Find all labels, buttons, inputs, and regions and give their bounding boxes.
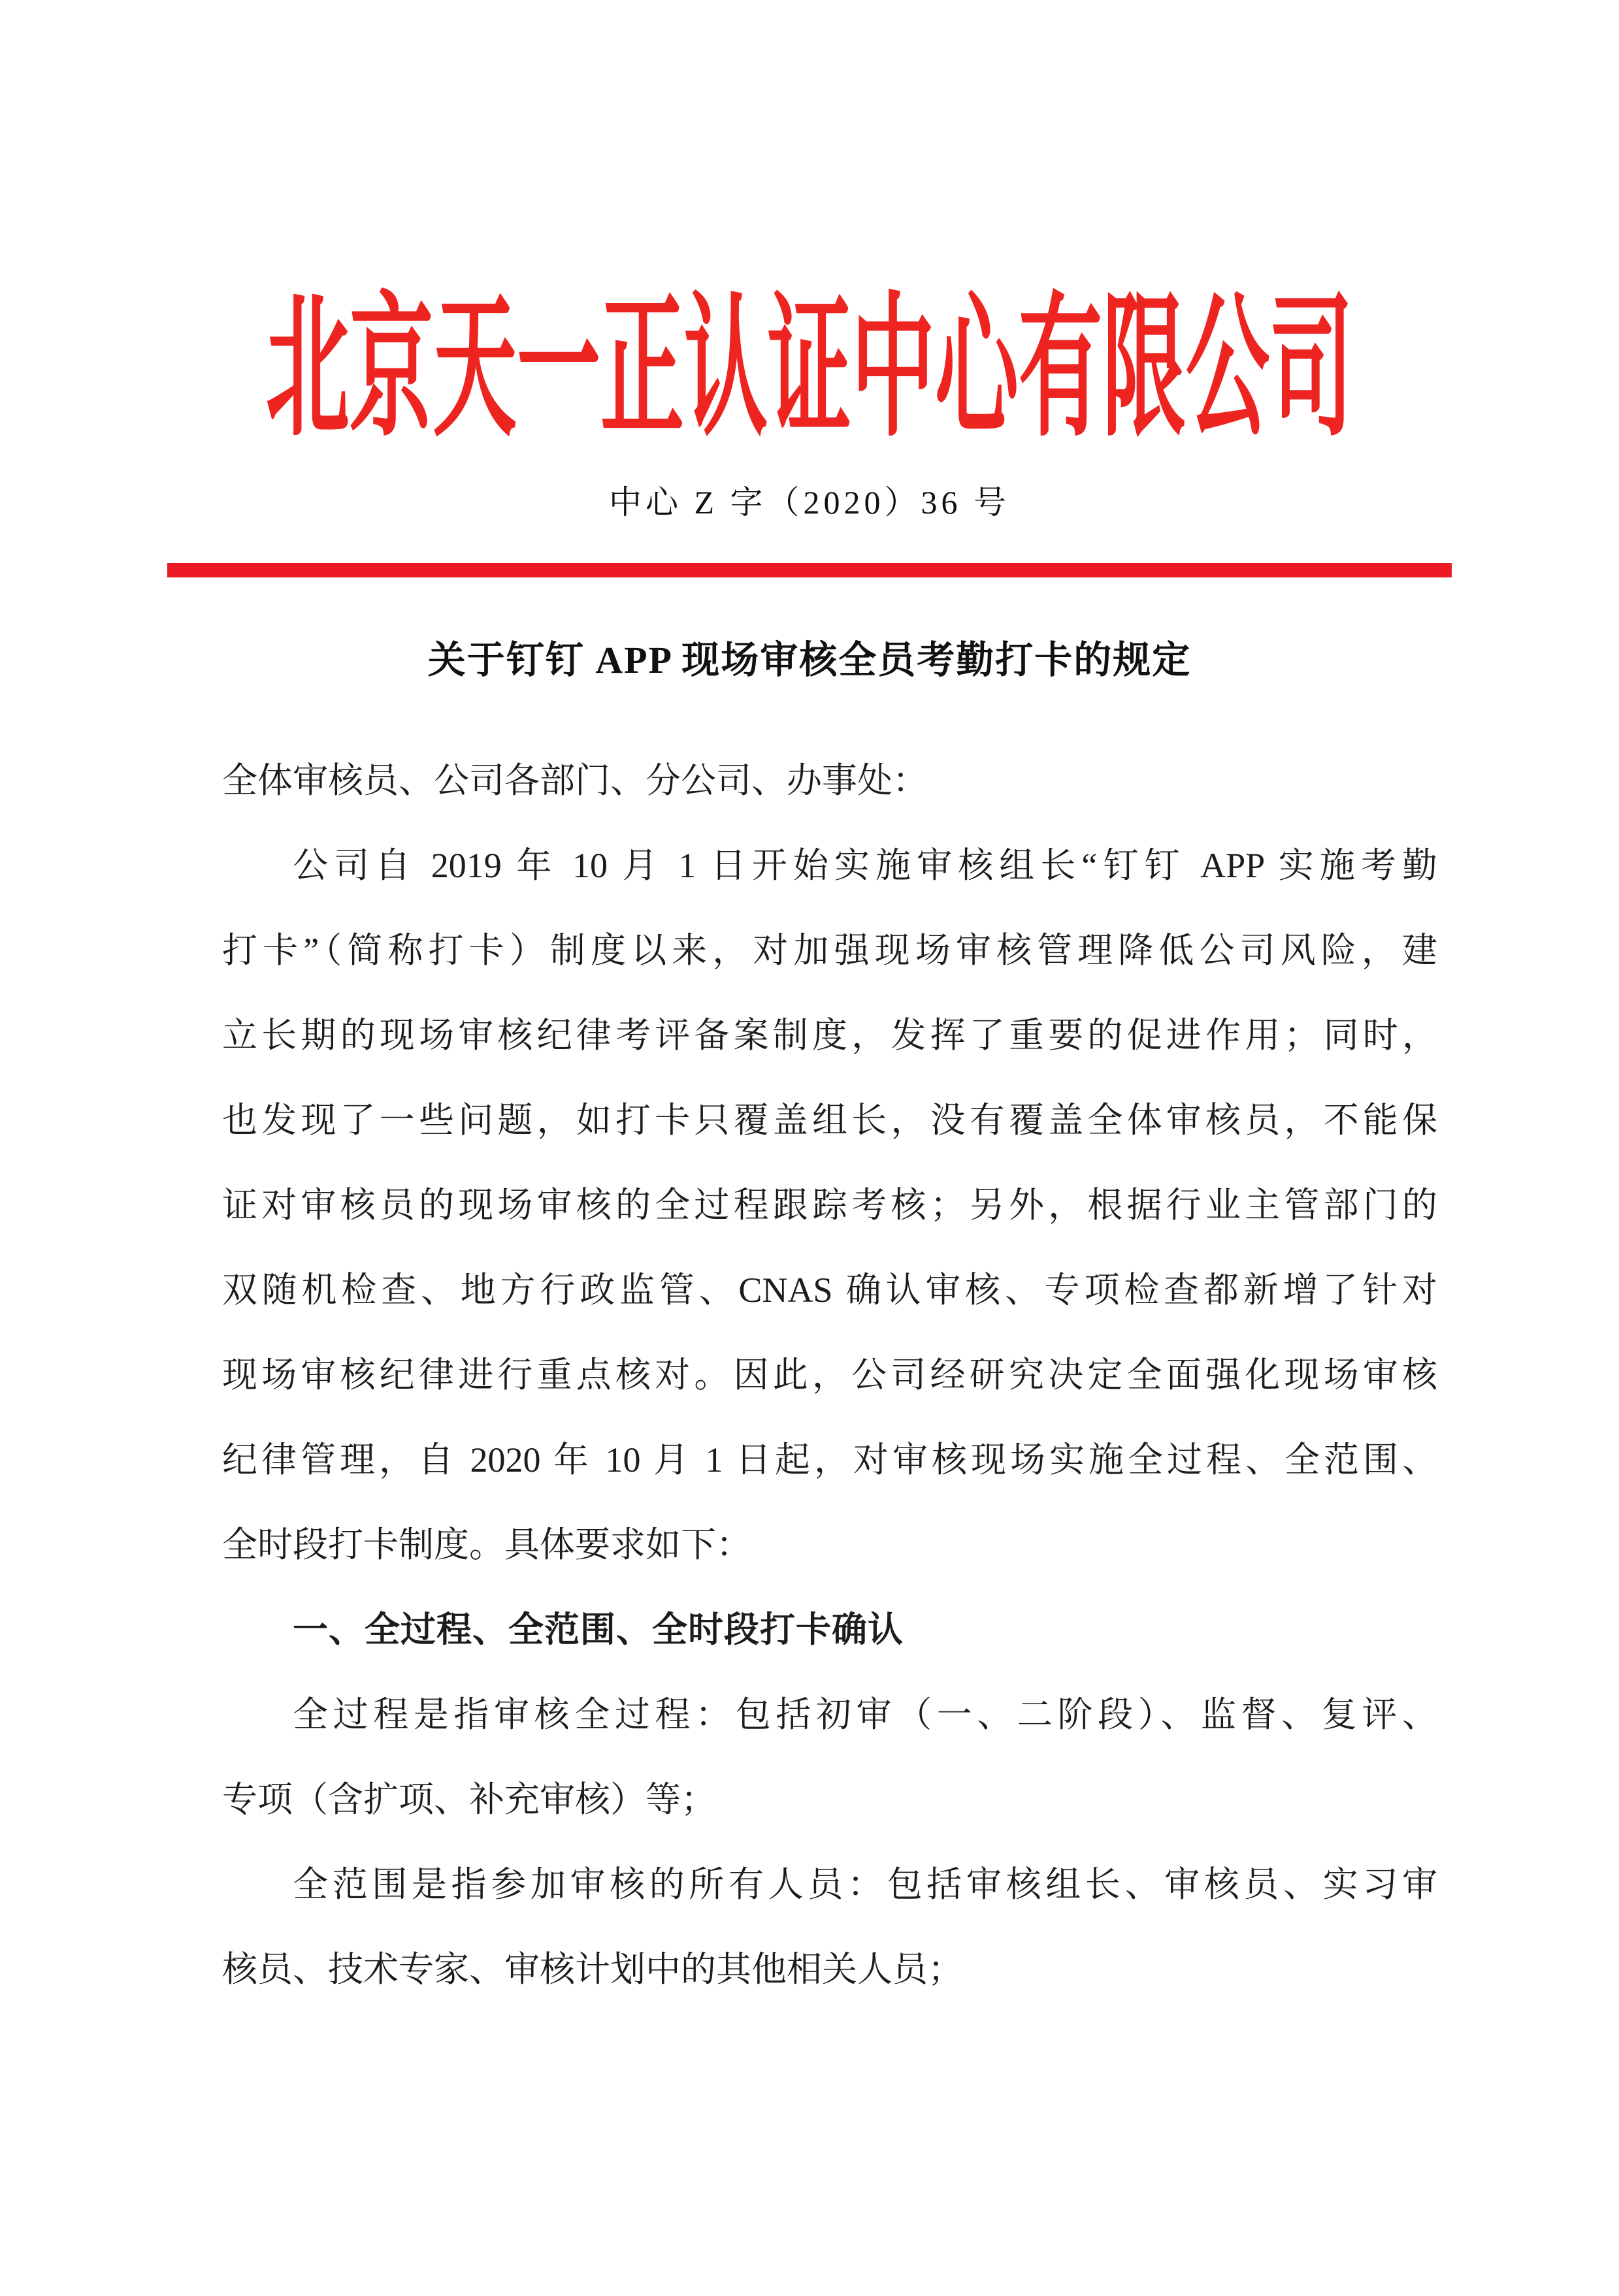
body-line: 打卡”（简称打卡）制度以来，对加强现场审核管理降低公司风险，建 bbox=[222, 931, 1437, 970]
body-line: 纪律管理，自 2020 年 10 月 1 日起，对审核现场实施全过程、全范围、 bbox=[222, 1440, 1437, 1479]
body-line: 也发现了一些问题，如打卡只覆盖组长，没有覆盖全体审核员，不能保 bbox=[222, 1101, 1437, 1140]
body-line: 全范围是指参加审核的所有人员：包括审核组长、审核员、实习审 bbox=[293, 1865, 1437, 1904]
body-line: 公司自 2019 年 10 月 1 日开始实施审核组长“钉钉 APP 实施考勤 bbox=[293, 846, 1437, 885]
company-letterhead: 北京天一正认证中心有限公司 bbox=[265, 283, 1353, 455]
body-line: 一、全过程、全范围、全时段打卡确认 bbox=[293, 1610, 904, 1649]
document-number: 中心 Z 字（2020）36 号 bbox=[608, 484, 1011, 521]
body-line: 全时段打卡制度。具体要求如下： bbox=[222, 1525, 751, 1564]
page-title: 关于钉钉 APP 现场审核全员考勤打卡的规定 bbox=[427, 639, 1192, 681]
body-line: 立长期的现场审核纪律考评备案制度，发挥了重要的促进作用；同时， bbox=[222, 1016, 1437, 1055]
body-line: 双随机检查、地方行政监管、CNAS 确认审核、专项检查都新增了针对 bbox=[222, 1270, 1437, 1310]
letterhead-divider-rule bbox=[167, 563, 1452, 577]
body-line: 全过程是指审核全过程：包括初审（一、二阶段）、监督、复评、 bbox=[293, 1695, 1437, 1734]
body-line: 证对审核员的现场审核的全过程跟踪考核；另外，根据行业主管部门的 bbox=[222, 1186, 1437, 1225]
body-line: 核员、技术专家、审核计划中的其他相关人员； bbox=[222, 1950, 963, 1989]
body-line: 全体审核员、公司各部门、分公司、办事处： bbox=[222, 761, 928, 800]
body-line: 专项（含扩项、补充审核）等； bbox=[222, 1780, 716, 1819]
document-body bbox=[222, 738, 1437, 2012]
body-line: 现场审核纪律进行重点核对。因此，公司经研究决定全面强化现场审核 bbox=[222, 1355, 1437, 1395]
